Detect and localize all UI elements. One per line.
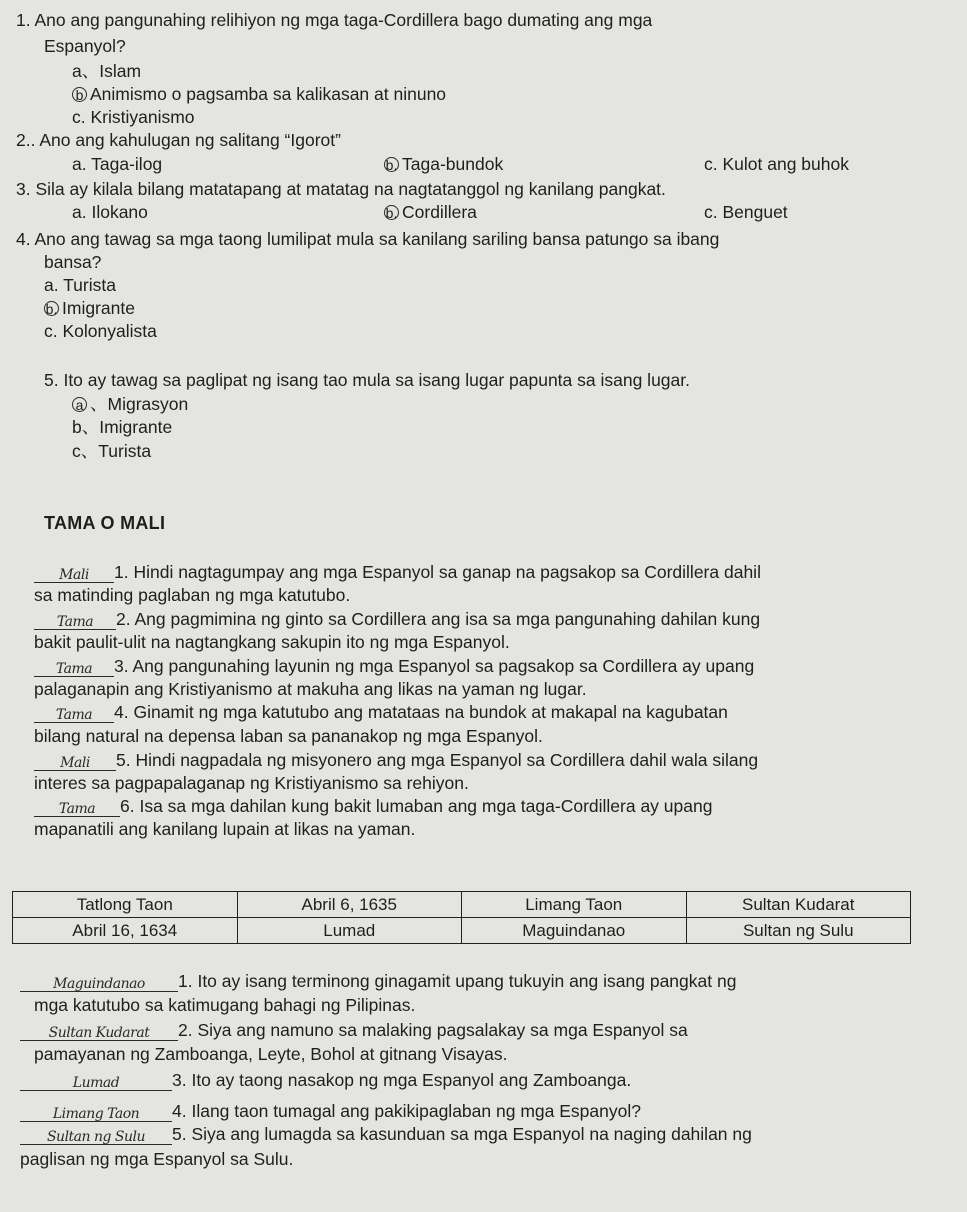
q5-option-a bbox=[72, 393, 188, 415]
q1-option-b-label: Animismo o pagsamba sa kalikasan at ninuno bbox=[90, 84, 447, 104]
q2-option-a: a. Taga-ilog bbox=[72, 154, 163, 174]
term-cell: Sultan ng Sulu bbox=[686, 918, 911, 944]
tf-item-3 bbox=[34, 655, 754, 677]
tf-item-5 bbox=[34, 749, 758, 771]
term-row bbox=[13, 918, 911, 944]
tf-item-3-cont: palaganapin ang Kristiyanismo at makuha ang likas na yaman ng lugar. bbox=[34, 679, 587, 699]
fill-item-text: 1. Ito ay isang terminong ginagamit upang tukuyin ang isang pangkat ng bbox=[178, 971, 737, 991]
fill-item-2-cont: pamayanan ng Zamboanga, Leyte, Bohol at gitnang Visayas. bbox=[34, 1044, 508, 1064]
answer-circle-mark: b. bbox=[45, 301, 58, 317]
term-cell: Maguindanao bbox=[462, 918, 687, 944]
q4-option-c: c. Kolonyalista bbox=[44, 321, 157, 341]
q3-option-b-label: Cordillera bbox=[402, 202, 477, 222]
term-cell: Abril 16, 1634 bbox=[13, 918, 238, 944]
tf-item-text: 6. Isa sa mga dahilan kung bakit lumaban ang mga taga-Cordillera ay upang bbox=[120, 796, 713, 816]
q5-option-b: b、Imigrante bbox=[72, 417, 173, 437]
q2-option-b-label: Taga-bundok bbox=[402, 154, 504, 174]
answer-blank: Tama bbox=[34, 611, 116, 630]
q3-option-b bbox=[384, 201, 477, 223]
q4-text-cont: bansa? bbox=[44, 252, 102, 272]
tf-item-text: 3. Ang pangunahing layunin ng mga Espanyol sa pagsakop sa Cordillera ay upang bbox=[114, 656, 755, 676]
q3-option-c: c. Benguet bbox=[704, 202, 788, 222]
q3-text: 3. Sila ay kilala bilang matatapang at matatag na nagtatanggol ng kanilang pangkat. bbox=[16, 179, 666, 199]
tf-item-text: 1. Hindi nagtagumpay ang mga Espanyol sa ganap na pagsakop sa Cordillera dahil bbox=[114, 562, 761, 582]
term-cell: Lumad bbox=[237, 918, 462, 944]
tf-item-2-cont: bakit paulit-ulit na nagtangkang sakupin ito ng mga Espanyol. bbox=[34, 632, 510, 652]
answer-blank: Maguindanao bbox=[20, 973, 178, 992]
tf-item-1 bbox=[34, 561, 761, 583]
term-cell: Abril 6, 1635 bbox=[237, 892, 462, 918]
q1-option-c: c. Kristiyanismo bbox=[72, 107, 195, 127]
q2-text: 2.. Ano ang kahulugan ng salitang “Igorot” bbox=[16, 130, 341, 150]
term-choices-table bbox=[12, 891, 911, 944]
fill-item-5 bbox=[20, 1123, 752, 1145]
answer-blank: Sultan ng Sulu bbox=[20, 1126, 172, 1145]
q3-option-a: a. Ilokano bbox=[72, 202, 148, 222]
tf-item-4 bbox=[34, 701, 728, 723]
q4-option-b-label: Imigrante bbox=[62, 298, 135, 318]
q5-text: 5. Ito ay tawag sa paglipat ng isang tao mula sa isang lugar papunta sa isang lugar. bbox=[44, 370, 690, 390]
answer-circle-mark: b. bbox=[385, 157, 398, 173]
fill-item-5-cont: paglisan ng mga Espanyol sa Sulu. bbox=[20, 1149, 294, 1169]
fill-item-text: 5. Siya ang lumagda sa kasunduan sa mga Espanyol na naging dahilan ng bbox=[172, 1124, 752, 1144]
q4-text: 4. Ano ang tawag sa mga taong lumilipat mula sa kanilang sariling bansa patungo sa ibang bbox=[16, 229, 720, 249]
answer-blank: Sultan Kudarat bbox=[20, 1022, 178, 1041]
term-row bbox=[13, 892, 911, 918]
tf-item-text: 4. Ginamit ng mga katutubo ang matataas na bundok at makapal na kagubatan bbox=[114, 702, 728, 722]
answer-blank: Lumad bbox=[20, 1072, 172, 1091]
tama-o-mali-heading: TAMA O MALI bbox=[44, 513, 166, 533]
q2-option-b bbox=[384, 153, 503, 175]
fill-item-4 bbox=[20, 1100, 641, 1122]
tf-item-6 bbox=[34, 795, 712, 817]
q4-option-b bbox=[44, 297, 135, 319]
answer-blank: Tama bbox=[34, 658, 114, 677]
answer-blank: Mali bbox=[34, 752, 116, 771]
tf-item-5-cont: interes sa pagpapalaganap ng Kristiyanismo sa rehiyon. bbox=[34, 773, 469, 793]
fill-item-2 bbox=[20, 1019, 688, 1041]
answer-blank: Limang Taon bbox=[20, 1103, 172, 1122]
fill-item-3 bbox=[20, 1069, 631, 1091]
q5-option-c: c、Turista bbox=[72, 441, 152, 461]
tf-item-text: 2. Ang pagmimina ng ginto sa Cordillera ang isa sa mga pangunahing dahilan kung bbox=[116, 609, 761, 629]
tf-item-text: 5. Hindi nagpadala ng misyonero ang mga Espanyol sa Cordillera dahil wala silang bbox=[116, 750, 759, 770]
term-cell: Tatlong Taon bbox=[13, 892, 238, 918]
q1-option-b bbox=[72, 83, 446, 105]
q1-text-cont: Espanyol? bbox=[44, 36, 126, 56]
q1-text: 1. Ano ang pangunahing relihiyon ng mga taga-Cordillera bago dumating ang mga bbox=[16, 10, 653, 30]
tf-item-2 bbox=[34, 608, 760, 630]
q2-option-c: c. Kulot ang buhok bbox=[704, 154, 849, 174]
answer-blank: Tama bbox=[34, 704, 114, 723]
answer-circle-mark: b. bbox=[385, 205, 398, 221]
fill-item-text: 3. Ito ay taong nasakop ng mga Espanyol ang Zamboanga. bbox=[172, 1070, 632, 1090]
tf-item-6-cont: mapanatili ang kanilang lupain at likas na yaman. bbox=[34, 819, 416, 839]
term-cell: Limang Taon bbox=[462, 892, 687, 918]
fill-item-1 bbox=[20, 970, 736, 992]
answer-circle-mark: a bbox=[72, 397, 87, 412]
q4-option-a: a. Turista bbox=[44, 275, 116, 295]
fill-item-text: 2. Siya ang namuno sa malaking pagsalakay sa mga Espanyol sa bbox=[178, 1020, 688, 1040]
answer-circle-mark: b bbox=[72, 87, 87, 102]
tf-item-4-cont: bilang natural na depensa laban sa pananakop ng mga Espanyol. bbox=[34, 726, 543, 746]
q1-option-a: a、Islam bbox=[72, 61, 142, 81]
term-cell: Sultan Kudarat bbox=[686, 892, 911, 918]
fill-item-1-cont: mga katutubo sa katimugang bahagi ng Pilipinas. bbox=[34, 995, 416, 1015]
answer-blank: Mali bbox=[34, 564, 114, 583]
tf-item-1-cont: sa matinding paglaban ng mga katutubo. bbox=[34, 585, 351, 605]
answer-blank: Tama bbox=[34, 798, 120, 817]
q5-option-a-label: 、Migrasyon bbox=[90, 394, 189, 414]
fill-item-text: 4. Ilang taon tumagal ang pakikipaglaban ng mga Espanyol? bbox=[172, 1101, 641, 1121]
